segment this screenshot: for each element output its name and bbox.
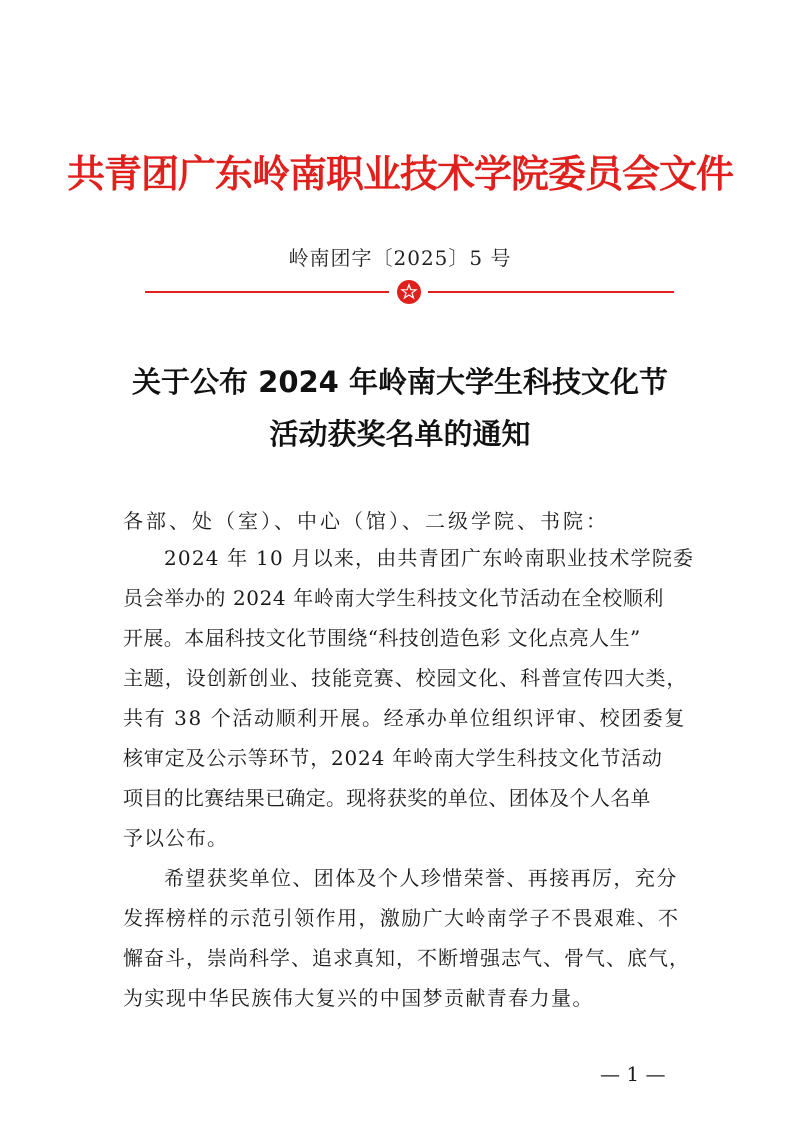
red-star-icon <box>396 279 422 305</box>
paragraph-1-line-1: 2024 年 10 月以来，由共青团广东岭南职业技术学院委 <box>164 546 695 570</box>
paragraph-1-line-3: 开展。本届科技文化节围绕“科技创造色彩 文化点亮人生” <box>123 626 641 650</box>
document-number: 岭南团字〔2025〕5 号 <box>288 246 512 270</box>
notice-title-line-2: 活动获奖名单的通知 <box>269 417 531 451</box>
paragraph-1-line-6: 核审定及公示等环节，2024 年岭南大学生科技文化节活动 <box>123 746 663 770</box>
page-number: — 1 — <box>600 1062 666 1086</box>
paragraph-1-line-5: 共有 38 个活动顺利开展。经承办单位组织评审、校团委复 <box>123 706 686 730</box>
notice-title-line-1: 关于公布 2024 年岭南大学生科技文化节 <box>132 365 668 399</box>
paragraph-1-line-8: 予以公布。 <box>123 826 228 850</box>
paragraph-1-line-7: 项目的比赛结果已确定。现将获奖的单位、团体及个人名单 <box>123 786 651 810</box>
red-divider-left <box>145 291 389 293</box>
salutation: 各部、处（室）、中心（馆）、二级学院、书院： <box>123 509 609 533</box>
paragraph-1-line-2: 员会举办的 2024 年岭南大学生科技文化节活动在全校顺利 <box>123 586 665 610</box>
paragraph-2-line-1: 希望获奖单位、团体及个人珍惜荣誉、再接再厉，充分 <box>164 866 678 890</box>
red-divider-right <box>428 291 674 293</box>
paragraph-2-line-3: 懈奋斗，崇尚科学、追求真知，不断增强志气、骨气、底气， <box>123 946 690 970</box>
paragraph-2-line-2: 发挥榜样的示范引领作用，激励广大岭南学子不畏艰难、不 <box>123 906 680 930</box>
paragraph-1-line-4: 主题，设创新创业、技能竞赛、校园文化、科普宣传四大类， <box>123 666 688 690</box>
document-header-title: 共青团广东岭南职业技术学院委员会文件 <box>66 152 733 196</box>
paragraph-2-line-4: 为实现中华民族伟大复兴的中国梦贡献青春力量。 <box>123 986 594 1010</box>
